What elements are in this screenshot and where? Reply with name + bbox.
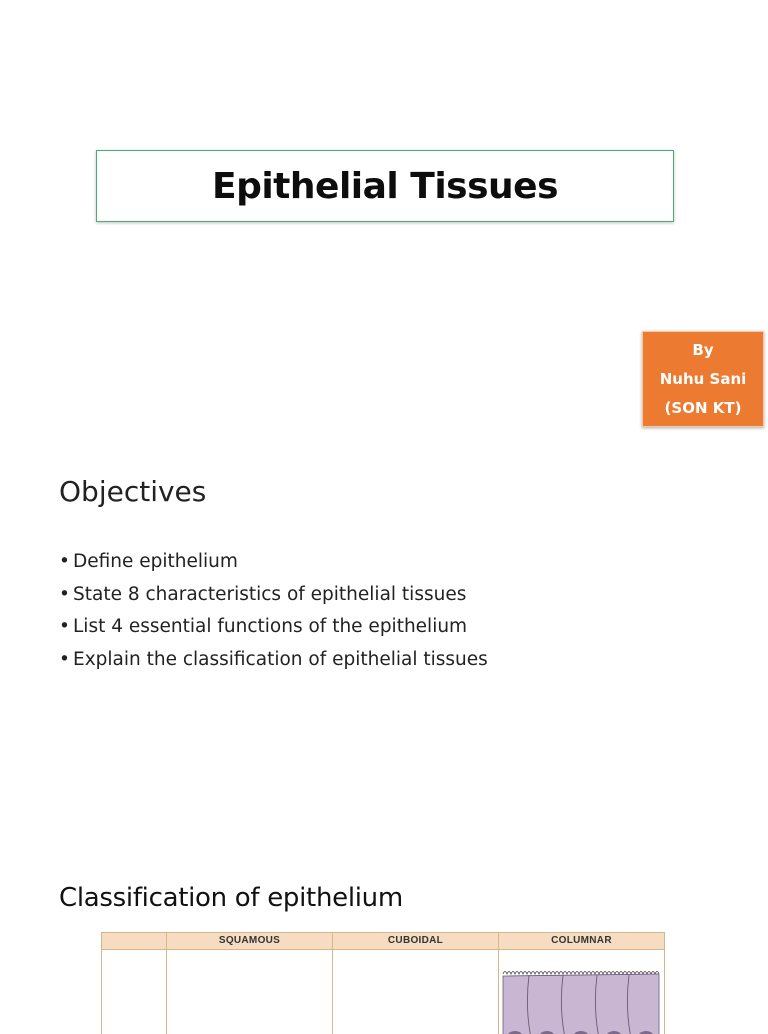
objective-text: Explain the classification of epithelial tissues — [73, 648, 488, 670]
objective-item — [59, 646, 488, 679]
table-body-row — [101, 950, 665, 1034]
author-box — [642, 331, 764, 427]
bullet-icon: • — [59, 583, 70, 605]
bullet-icon: • — [59, 648, 70, 670]
title-box — [96, 150, 674, 222]
objective-item — [59, 548, 488, 581]
classification-heading: Classification of epithelium — [59, 883, 403, 913]
objective-text: List 4 essential functions of the epithelium — [73, 616, 468, 637]
columnar-epithelium-illustration-icon — [501, 968, 661, 1034]
author-affiliation: (SON KT) — [664, 398, 742, 417]
objective-text: State 8 characteristics of epithelial tissues — [73, 583, 467, 605]
bullet-icon: • — [59, 616, 70, 637]
table-header-empty — [101, 933, 167, 949]
objective-item — [59, 581, 488, 614]
table-header-squamous: SQUAMOUS — [167, 933, 333, 949]
objective-text: Define epithelium — [73, 551, 238, 572]
objectives-list — [59, 548, 488, 678]
author-by-label: By — [692, 340, 714, 359]
table-header-cuboidal: CUBOIDAL — [333, 933, 499, 949]
table-cell-row-label — [101, 950, 167, 1034]
bullet-icon: • — [59, 551, 70, 572]
objective-item — [59, 613, 488, 646]
classification-table — [101, 932, 665, 1033]
table-cell-columnar — [499, 950, 665, 1034]
objectives-heading: Objectives — [59, 475, 207, 508]
table-header-row — [101, 933, 665, 950]
table-header-columnar: COLUMNAR — [499, 933, 665, 949]
table-cell-squamous — [167, 950, 333, 1034]
slide-title: Epithelial Tissues — [211, 165, 559, 207]
author-name: Nuhu Sani — [659, 369, 747, 388]
table-cell-cuboidal — [333, 950, 499, 1034]
